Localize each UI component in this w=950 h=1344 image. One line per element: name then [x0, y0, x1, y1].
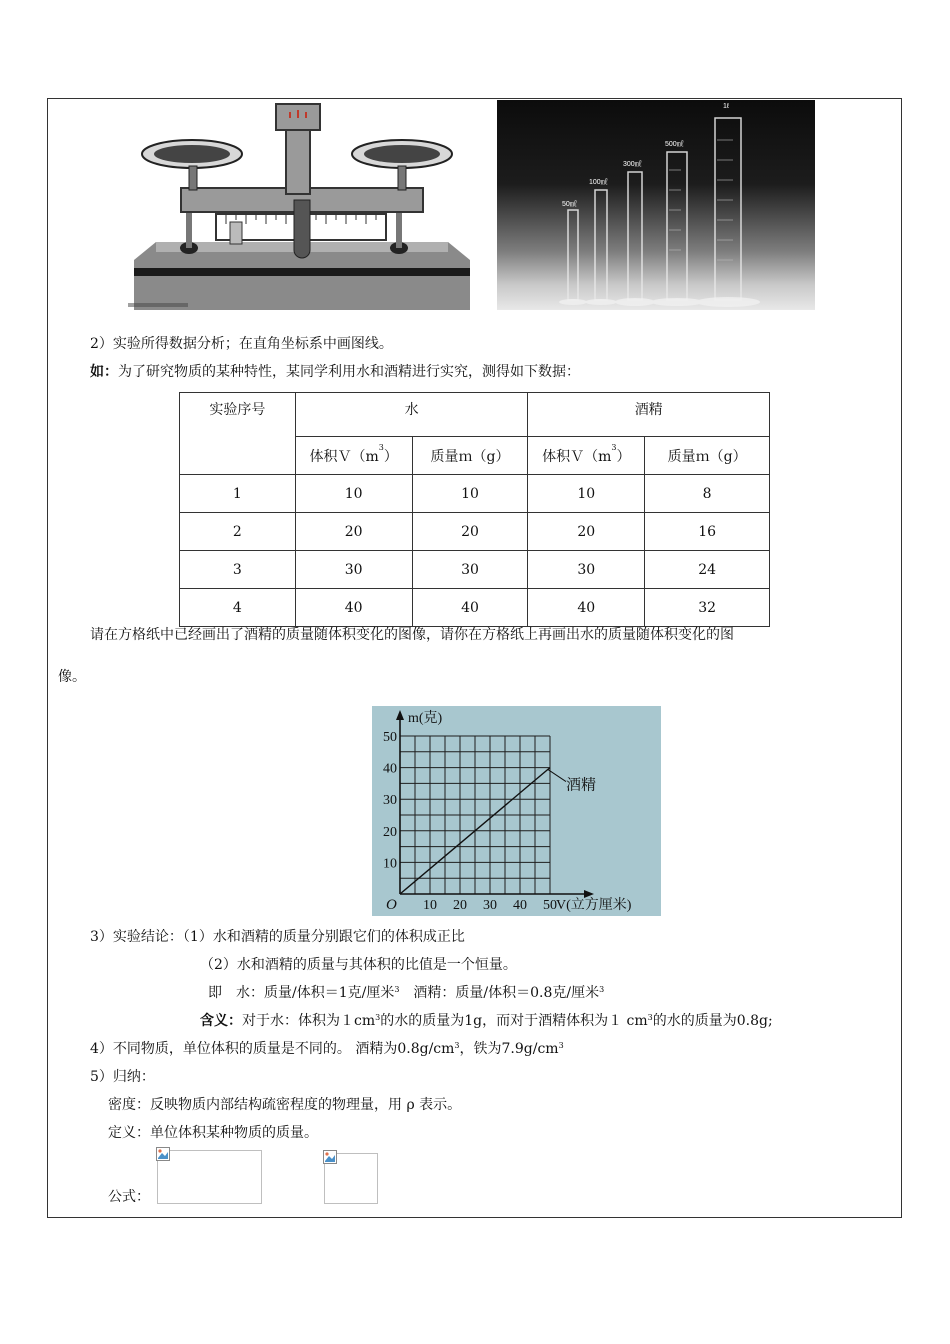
header-alcohol-mass: 质量ｍ（g）	[645, 437, 770, 475]
cell-alcohol-mass: 8	[645, 475, 770, 513]
cylinder-label-50: 50㎖	[562, 201, 577, 208]
cell-alcohol-mass: 32	[645, 589, 770, 627]
x-axis-label: V(立方厘米)	[556, 898, 632, 913]
section2-example	[90, 363, 580, 381]
x-tick-label: 10	[423, 898, 437, 913]
origin-label: O	[386, 897, 397, 913]
cylinder-label-500: 500㎖	[665, 141, 684, 148]
cell-water-volume: 40	[295, 589, 412, 627]
x-tick-label: 40	[513, 898, 527, 913]
instruction-line1: 请在方格纸中已经画出了酒精的质量随体积变化的图像，请你在方格纸上再画出水的质量随体积变化的图	[90, 627, 734, 643]
density-line: 密度：反映物质内部结构疏密程度的物理量，用 ρ 表示。	[108, 1097, 462, 1113]
x-tick-label: 20	[453, 898, 467, 913]
data-table	[179, 392, 770, 627]
cell-water-mass: 40	[412, 589, 528, 627]
conclusion-line1: 3）实验结论：（1）水和酒精的质量分别跟它们的体积成正比	[90, 929, 465, 945]
cell-alcohol-volume: 20	[528, 513, 645, 551]
meaning-prefix: 含义：	[200, 1013, 242, 1029]
chart-svg	[372, 706, 661, 916]
header-water: 水	[295, 393, 528, 437]
balance-scale-image	[126, 100, 478, 312]
table-row	[180, 475, 770, 513]
cell-water-mass: 10	[412, 475, 528, 513]
y-tick-label: 50	[383, 730, 397, 745]
table-row	[180, 551, 770, 589]
y-tick-label: 10	[383, 856, 397, 872]
y-axis-label: m(克)	[408, 711, 443, 726]
x-tick-label: 50	[543, 898, 557, 913]
mass-volume-chart	[372, 706, 661, 916]
section4-line: 4）不同物质，单位体积的质量是不同的。 酒精为$0.8g/cm^3$，铁为$7.9g/cm^3$	[90, 1041, 564, 1057]
y-tick-label: 30	[383, 793, 397, 809]
cell-number: 3	[180, 551, 296, 589]
y-axis-arrow	[396, 710, 404, 720]
cell-alcohol-mass: 16	[645, 513, 770, 551]
header-water-mass: 质量ｍ（g）	[412, 437, 528, 475]
cell-water-mass: 30	[412, 551, 528, 589]
formula-label: 公式：	[108, 1189, 150, 1205]
cell-number: 4	[180, 589, 296, 627]
header-alcohol-volume: 体积$V(m^3)$	[528, 437, 645, 475]
x-axis-arrow	[584, 890, 594, 898]
definition-line: 定义：单位体积某种物质的质量。	[108, 1125, 318, 1141]
section2-heading: 2）实验所得数据分析；在直角坐标系中画图线。	[90, 336, 393, 352]
formula-image-placeholder-1	[157, 1150, 262, 1204]
cell-number: 2	[180, 513, 296, 551]
formula-image-placeholder-2	[324, 1153, 378, 1204]
series-label-leader	[548, 770, 566, 782]
cylinder-label-100: 100㎖	[589, 179, 608, 186]
header-water-volume: 体积$V(m^3)$	[295, 437, 412, 475]
cylinder-label-1l: 1ℓ	[723, 103, 730, 110]
meaning-line: 含义：对于水：体积为$1cm^3$的水的质量为1g，而对于酒精体积为１ $cm^3$的水的质量为0.8g;	[200, 1013, 773, 1029]
table-row	[180, 589, 770, 627]
conclusion-line2: （2）水和酒精的质量与其体积的比值是一个恒量。	[200, 957, 517, 973]
y-tick-label: 40	[383, 761, 397, 777]
cell-alcohol-volume: 10	[528, 475, 645, 513]
x-tick-label: 30	[483, 898, 497, 913]
cell-alcohol-volume: 40	[528, 589, 645, 627]
cell-alcohol-mass: 24	[645, 551, 770, 589]
section5-heading: 5）归纳：	[90, 1069, 155, 1085]
header-experiment-number: 实验序号	[180, 393, 296, 475]
cell-water-volume: 10	[295, 475, 412, 513]
y-tick-label: 20	[383, 824, 397, 840]
cell-water-volume: 30	[295, 551, 412, 589]
cell-number: 1	[180, 475, 296, 513]
example-prefix: 如：	[90, 364, 118, 380]
cell-water-volume: 20	[295, 513, 412, 551]
conclusion-line3: 即 水：质量/体积＝1克/厘米$^3$ 酒精：质量/体积＝0.8克/厘米$^3$	[208, 985, 605, 1001]
graduated-cylinders-image	[497, 100, 815, 310]
series-label: 酒精	[566, 777, 597, 794]
broken-image-icon	[156, 1147, 170, 1161]
cell-alcohol-volume: 30	[528, 551, 645, 589]
example-text: 为了研究物质的某种特性，某同学利用水和酒精进行实究，测得如下数据：	[118, 364, 580, 380]
instruction-line2: 像。	[58, 669, 86, 685]
cell-water-mass: 20	[412, 513, 528, 551]
cylinder-label-300: 300㎖	[623, 161, 642, 168]
table-row	[180, 513, 770, 551]
header-alcohol: 酒精	[528, 393, 770, 437]
broken-image-icon	[323, 1150, 337, 1164]
